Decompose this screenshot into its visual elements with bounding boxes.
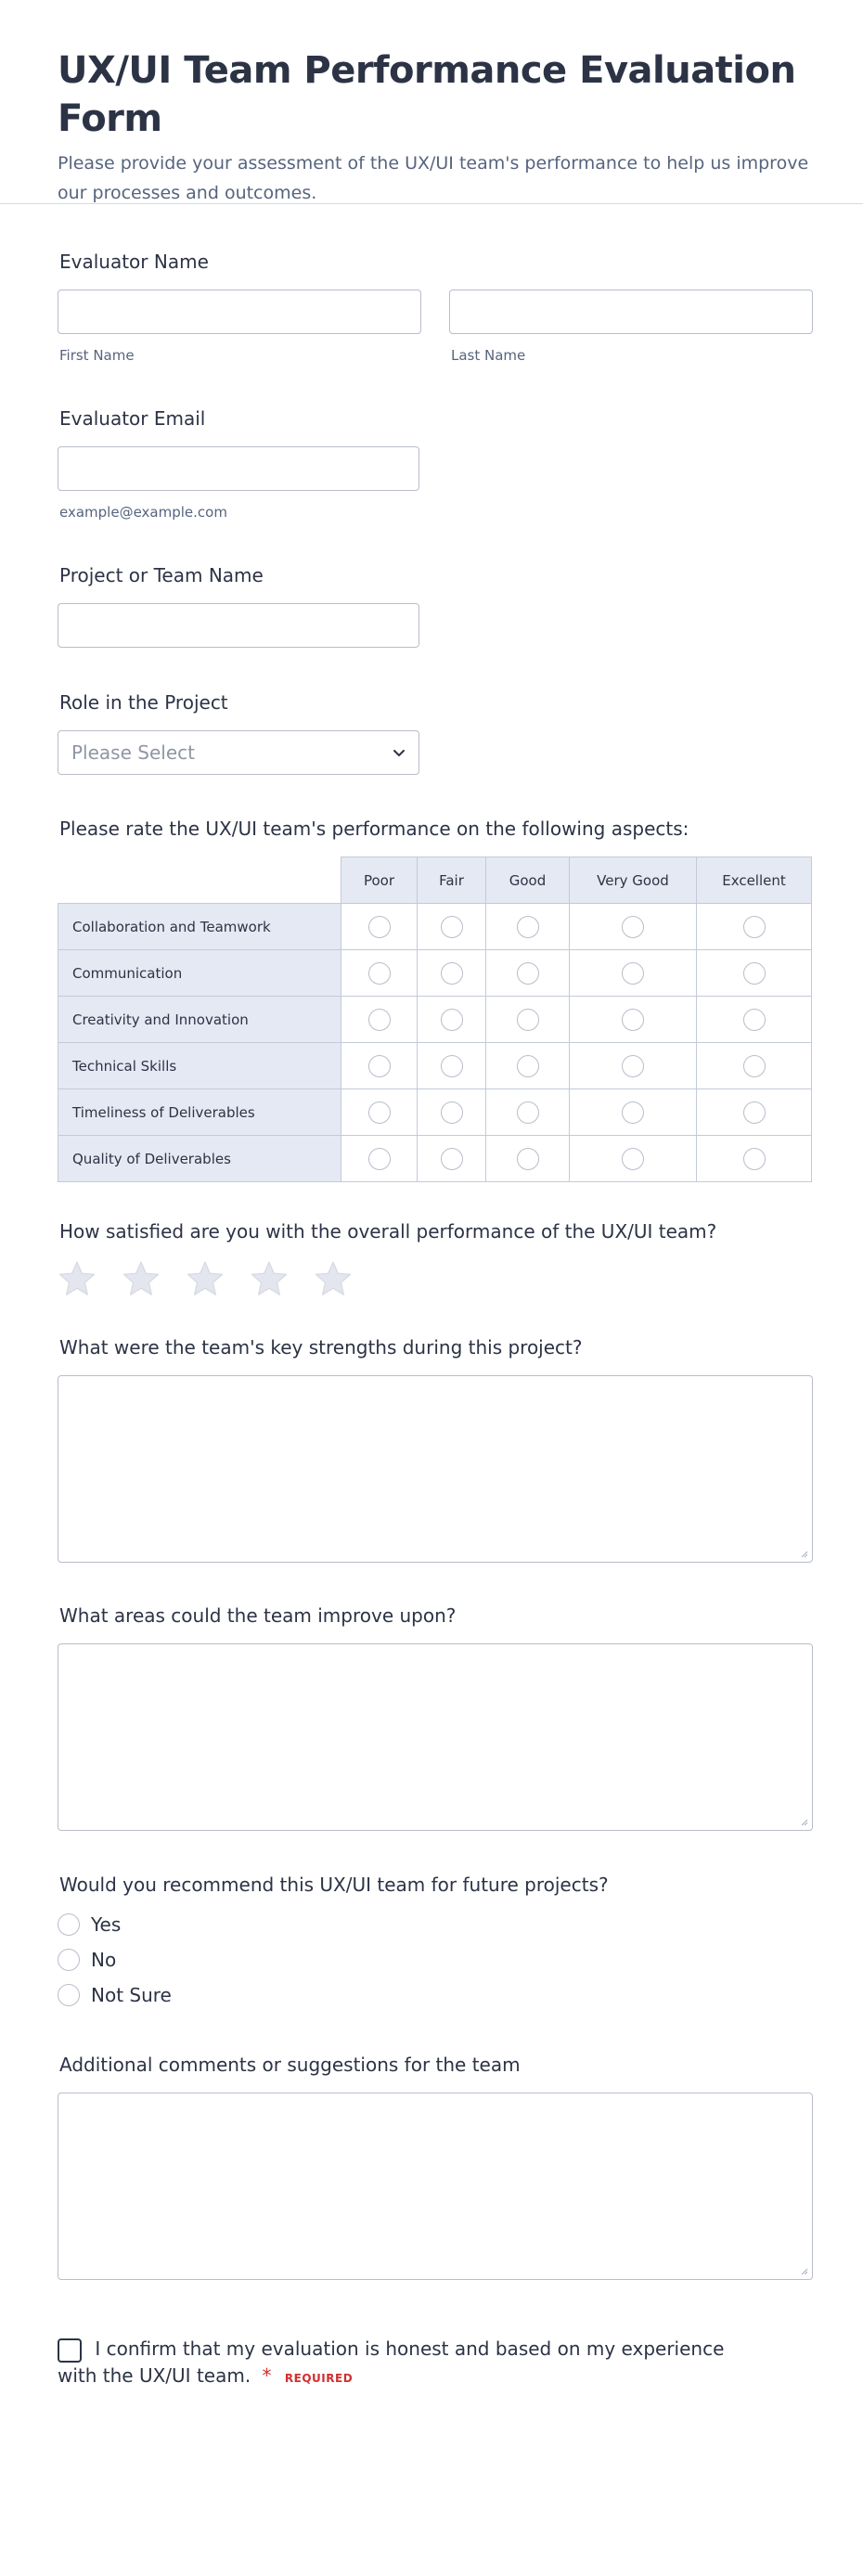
matrix-radio-button[interactable] <box>743 1101 766 1124</box>
recommend-label: Would you recommend this UX/UI team for future projects? <box>59 1874 609 1896</box>
comments-label: Additional comments or suggestions for the team <box>59 2054 521 2076</box>
matrix-row <box>58 904 812 950</box>
matrix-radio-button[interactable] <box>368 962 391 985</box>
matrix-row-label: Creativity and Innovation <box>58 997 341 1043</box>
star-icon[interactable] <box>250 1259 289 1298</box>
matrix-radio-button[interactable] <box>368 916 391 938</box>
resize-handle-icon[interactable] <box>799 1549 808 1558</box>
matrix-radio-button[interactable] <box>368 1101 391 1124</box>
matrix-radio-button[interactable] <box>441 1009 463 1031</box>
improve-label: What areas could the team improve upon? <box>59 1604 457 1627</box>
satisfaction-label: How satisfied are you with the overall performance of the UX/UI team? <box>59 1220 717 1243</box>
confirm-block <box>58 2336 763 2391</box>
strengths-label: What were the team's key strengths during this project? <box>59 1336 583 1359</box>
matrix-column-header: Fair <box>418 857 486 904</box>
chevron-down-icon <box>391 744 407 761</box>
improve-textarea[interactable] <box>58 1643 813 1831</box>
matrix-cell <box>697 997 812 1043</box>
matrix-row-label: Collaboration and Teamwork <box>58 904 341 950</box>
matrix-cell <box>418 997 486 1043</box>
matrix-cell <box>341 1136 418 1182</box>
role-label: Role in the Project <box>59 691 228 714</box>
matrix-cell <box>697 904 812 950</box>
form-header <box>0 0 863 204</box>
matrix-row <box>58 1043 812 1089</box>
matrix-radio-button[interactable] <box>743 1055 766 1077</box>
project-name-label: Project or Team Name <box>59 564 264 586</box>
email-sublabel: example@example.com <box>59 504 227 521</box>
role-select-value: Please Select <box>71 741 195 764</box>
matrix-cell <box>486 1136 570 1182</box>
matrix-cell <box>697 950 812 997</box>
project-name-input[interactable] <box>58 603 419 648</box>
recommend-option-label: Not Sure <box>91 1984 172 2006</box>
matrix-cell <box>570 997 697 1043</box>
first-name-sublabel: First Name <box>59 347 135 364</box>
recommend-option-label: No <box>91 1949 117 1971</box>
matrix-radio-button[interactable] <box>517 1055 539 1077</box>
matrix-cell <box>486 904 570 950</box>
required-badge: REQUIRED <box>284 2371 354 2385</box>
matrix-cell <box>341 997 418 1043</box>
evaluator-name-label: Evaluator Name <box>59 251 209 273</box>
matrix-radio-button[interactable] <box>622 1101 644 1124</box>
matrix-radio-button[interactable] <box>441 916 463 938</box>
matrix-radio-button[interactable] <box>743 1009 766 1031</box>
first-name-input[interactable] <box>58 290 421 334</box>
strengths-textarea[interactable] <box>58 1375 813 1563</box>
matrix-cell <box>570 1043 697 1089</box>
matrix-radio-button[interactable] <box>743 962 766 985</box>
radio-button[interactable] <box>58 1984 80 2006</box>
confirm-text: I confirm that my evaluation is honest and based on my experience with the UX/UI team. <box>58 2338 725 2387</box>
matrix-row <box>58 1089 812 1136</box>
matrix-corner <box>58 857 341 904</box>
matrix-radio-button[interactable] <box>368 1148 391 1170</box>
matrix-column-header: Good <box>486 857 570 904</box>
matrix-radio-button[interactable] <box>517 916 539 938</box>
matrix-radio-button[interactable] <box>622 1055 644 1077</box>
matrix-row-label: Quality of Deliverables <box>58 1136 341 1182</box>
star-icon[interactable] <box>314 1259 353 1298</box>
recommend-option-not-sure[interactable] <box>58 1977 172 2013</box>
matrix-radio-button[interactable] <box>622 1148 644 1170</box>
matrix-cell <box>341 904 418 950</box>
star-icon[interactable] <box>186 1259 225 1298</box>
role-select[interactable] <box>58 730 419 775</box>
matrix-radio-button[interactable] <box>743 916 766 938</box>
matrix-cell <box>486 997 570 1043</box>
last-name-sublabel: Last Name <box>451 347 526 364</box>
matrix-cell <box>570 1136 697 1182</box>
matrix-cell <box>486 1089 570 1136</box>
matrix-cell <box>697 1043 812 1089</box>
form-title: UX/UI Team Performance Evaluation Form <box>58 49 796 140</box>
matrix-label: Please rate the UX/UI team's performance on the following aspects: <box>59 818 689 840</box>
matrix-row <box>58 997 812 1043</box>
matrix-row-label: Technical Skills <box>58 1043 341 1089</box>
star-icon[interactable] <box>122 1259 161 1298</box>
matrix-cell <box>418 1043 486 1089</box>
matrix-row <box>58 950 812 997</box>
comments-textarea[interactable] <box>58 2093 813 2280</box>
matrix-cell <box>418 904 486 950</box>
matrix-cell <box>486 1043 570 1089</box>
resize-handle-icon[interactable] <box>799 2266 808 2275</box>
email-field[interactable] <box>58 446 419 491</box>
recommend-options <box>58 1907 172 2013</box>
matrix-header-row <box>58 857 812 904</box>
recommend-option-no[interactable] <box>58 1942 172 1977</box>
matrix-row-label: Timeliness of Deliverables <box>58 1089 341 1136</box>
matrix-cell <box>570 950 697 997</box>
matrix-row <box>58 1136 812 1182</box>
confirm-checkbox[interactable] <box>58 2338 82 2363</box>
matrix-cell <box>341 950 418 997</box>
recommend-option-yes[interactable] <box>58 1907 172 1942</box>
matrix-cell <box>486 950 570 997</box>
matrix-radio-button[interactable] <box>441 1055 463 1077</box>
matrix-row-label: Communication <box>58 950 341 997</box>
matrix-column-header: Excellent <box>697 857 812 904</box>
radio-button[interactable] <box>58 1913 80 1936</box>
matrix-cell <box>570 904 697 950</box>
radio-button[interactable] <box>58 1949 80 1971</box>
matrix-column-header: Poor <box>341 857 418 904</box>
star-icon[interactable] <box>58 1259 97 1298</box>
matrix-radio-button[interactable] <box>441 1101 463 1124</box>
matrix-radio-button[interactable] <box>622 962 644 985</box>
star-rating <box>58 1259 378 1302</box>
required-asterisk: * <box>262 2363 272 2387</box>
matrix-cell <box>570 1089 697 1136</box>
form-subtitle: Please provide your assessment of the UX/UI team's performance to help us improve our processes and outcomes. <box>58 153 809 203</box>
matrix-cell <box>418 950 486 997</box>
matrix-radio-button[interactable] <box>441 1148 463 1170</box>
matrix-cell <box>418 1089 486 1136</box>
matrix-cell <box>418 1136 486 1182</box>
matrix-radio-button[interactable] <box>517 1101 539 1124</box>
recommend-option-label: Yes <box>91 1913 122 1936</box>
matrix-radio-button[interactable] <box>368 1009 391 1031</box>
matrix-cell <box>341 1043 418 1089</box>
matrix-radio-button[interactable] <box>622 1009 644 1031</box>
matrix-radio-button[interactable] <box>517 962 539 985</box>
matrix-radio-button[interactable] <box>517 1148 539 1170</box>
last-name-input[interactable] <box>449 290 813 334</box>
matrix-radio-button[interactable] <box>517 1009 539 1031</box>
rating-matrix <box>58 857 812 1182</box>
resize-handle-icon[interactable] <box>799 1817 808 1826</box>
matrix-cell <box>341 1089 418 1136</box>
evaluator-email-label: Evaluator Email <box>59 407 206 430</box>
matrix-column-header: Very Good <box>570 857 697 904</box>
matrix-cell <box>697 1089 812 1136</box>
matrix-radio-button[interactable] <box>743 1148 766 1170</box>
matrix-radio-button[interactable] <box>441 962 463 985</box>
matrix-body <box>58 904 812 1182</box>
matrix-radio-button[interactable] <box>622 916 644 938</box>
matrix-radio-button[interactable] <box>368 1055 391 1077</box>
matrix-cell <box>697 1136 812 1182</box>
